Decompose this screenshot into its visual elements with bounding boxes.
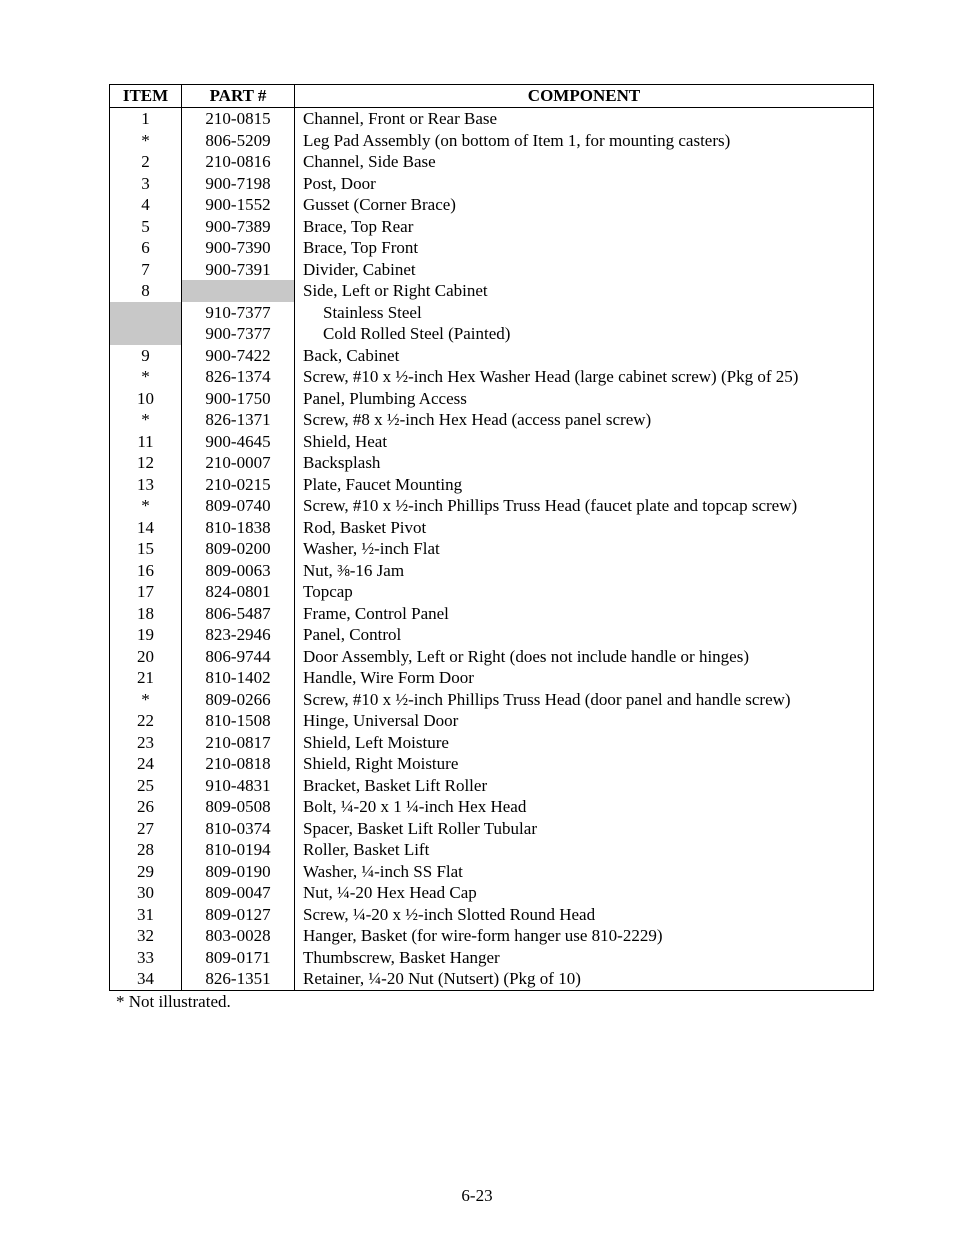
item-cell <box>110 302 182 324</box>
part-number-cell: 210-0817 <box>182 732 295 754</box>
table-row <box>110 108 874 130</box>
part-number-cell: 806-9744 <box>182 646 295 668</box>
table-row <box>110 775 874 797</box>
part-number-cell: 809-0047 <box>182 882 295 904</box>
component-cell: Spacer, Basket Lift Roller Tubular <box>295 818 874 840</box>
item-cell: * <box>110 495 182 517</box>
table-row <box>110 216 874 238</box>
table-row <box>110 366 874 388</box>
table-row <box>110 646 874 668</box>
part-number-cell: 810-1402 <box>182 667 295 689</box>
component-cell: Topcap <box>295 581 874 603</box>
table-row <box>110 732 874 754</box>
item-cell: 12 <box>110 452 182 474</box>
part-number-cell: 900-1750 <box>182 388 295 410</box>
item-cell: * <box>110 130 182 152</box>
table-row <box>110 517 874 539</box>
part-number-cell: 810-1838 <box>182 517 295 539</box>
part-number-cell: 803-0028 <box>182 925 295 947</box>
part-number-cell: 210-0215 <box>182 474 295 496</box>
component-cell: Backsplash <box>295 452 874 474</box>
part-number-cell: 824-0801 <box>182 581 295 603</box>
component-cell: Nut, ¼-20 Hex Head Cap <box>295 882 874 904</box>
table-row <box>110 968 874 990</box>
component-cell: Stainless Steel <box>295 302 874 324</box>
component-cell: Gusset (Corner Brace) <box>295 194 874 216</box>
part-number-cell: 900-7391 <box>182 259 295 281</box>
table-row <box>110 388 874 410</box>
item-cell: 21 <box>110 667 182 689</box>
part-number-cell: 826-1371 <box>182 409 295 431</box>
part-number-cell: 806-5487 <box>182 603 295 625</box>
component-cell: Channel, Front or Rear Base <box>295 108 874 130</box>
item-cell: 26 <box>110 796 182 818</box>
footnote: * Not illustrated. <box>116 992 231 1011</box>
item-cell: 22 <box>110 710 182 732</box>
part-number-cell: 210-0818 <box>182 753 295 775</box>
table-body <box>110 108 874 991</box>
part-number-cell: 900-7389 <box>182 216 295 238</box>
table-row <box>110 474 874 496</box>
part-number-cell: 809-0171 <box>182 947 295 969</box>
table-row <box>110 280 874 302</box>
item-cell: 14 <box>110 517 182 539</box>
table-row <box>110 431 874 453</box>
item-cell: 10 <box>110 388 182 410</box>
table-row <box>110 495 874 517</box>
part-number-cell: 826-1351 <box>182 968 295 990</box>
table-row <box>110 796 874 818</box>
table-row <box>110 710 874 732</box>
item-cell: 24 <box>110 753 182 775</box>
part-number-cell <box>182 280 295 302</box>
item-cell: * <box>110 409 182 431</box>
item-cell: 5 <box>110 216 182 238</box>
table-row <box>110 560 874 582</box>
component-cell: Shield, Left Moisture <box>295 732 874 754</box>
header-item: ITEM <box>110 85 182 108</box>
component-cell: Screw, #10 x ½-inch Phillips Truss Head (door panel and handle screw) <box>295 689 874 711</box>
item-cell: 18 <box>110 603 182 625</box>
part-number-cell: 809-0266 <box>182 689 295 711</box>
header-part-number: PART # <box>182 85 295 108</box>
component-cell: Channel, Side Base <box>295 151 874 173</box>
item-cell: * <box>110 689 182 711</box>
part-number-cell: 826-1374 <box>182 366 295 388</box>
component-cell: Side, Left or Right Cabinet <box>295 280 874 302</box>
part-number-cell: 809-0740 <box>182 495 295 517</box>
component-cell: Brace, Top Front <box>295 237 874 259</box>
part-number-cell: 900-7198 <box>182 173 295 195</box>
header-row <box>110 85 874 108</box>
component-cell: Thumbscrew, Basket Hanger <box>295 947 874 969</box>
component-cell: Shield, Heat <box>295 431 874 453</box>
item-cell: 28 <box>110 839 182 861</box>
part-number-cell: 806-5209 <box>182 130 295 152</box>
table-row <box>110 667 874 689</box>
component-cell: Screw, #10 x ½-inch Phillips Truss Head (faucet plate and topcap screw) <box>295 495 874 517</box>
component-cell: Roller, Basket Lift <box>295 839 874 861</box>
part-number-cell: 910-4831 <box>182 775 295 797</box>
table-row <box>110 194 874 216</box>
item-cell: 15 <box>110 538 182 560</box>
part-number-cell: 910-7377 <box>182 302 295 324</box>
part-number-cell: 900-7377 <box>182 323 295 345</box>
item-cell: 9 <box>110 345 182 367</box>
item-cell: 33 <box>110 947 182 969</box>
item-cell: 13 <box>110 474 182 496</box>
component-cell: Washer, ¼-inch SS Flat <box>295 861 874 883</box>
component-cell: Bolt, ¼-20 x 1 ¼-inch Hex Head <box>295 796 874 818</box>
component-cell: Panel, Plumbing Access <box>295 388 874 410</box>
table-row <box>110 237 874 259</box>
component-cell: Nut, ⅜-16 Jam <box>295 560 874 582</box>
page-number: 6-23 <box>461 1186 493 1205</box>
item-cell: 11 <box>110 431 182 453</box>
item-cell <box>110 323 182 345</box>
item-cell: 30 <box>110 882 182 904</box>
table-row <box>110 947 874 969</box>
component-cell: Screw, ¼-20 x ½-inch Slotted Round Head <box>295 904 874 926</box>
component-cell: Bracket, Basket Lift Roller <box>295 775 874 797</box>
component-cell: Retainer, ¼-20 Nut (Nutsert) (Pkg of 10) <box>295 968 874 990</box>
component-cell: Post, Door <box>295 173 874 195</box>
item-cell: 25 <box>110 775 182 797</box>
part-number-cell: 809-0063 <box>182 560 295 582</box>
parts-table <box>109 84 874 991</box>
table-header <box>110 85 874 108</box>
item-cell: 8 <box>110 280 182 302</box>
item-cell: 34 <box>110 968 182 990</box>
header-component: COMPONENT <box>295 85 874 108</box>
item-cell: 2 <box>110 151 182 173</box>
table-row <box>110 581 874 603</box>
item-cell: 27 <box>110 818 182 840</box>
item-cell: 17 <box>110 581 182 603</box>
table-row <box>110 861 874 883</box>
item-cell: 7 <box>110 259 182 281</box>
table-row <box>110 323 874 345</box>
component-cell: Frame, Control Panel <box>295 603 874 625</box>
table-row <box>110 259 874 281</box>
component-cell: Back, Cabinet <box>295 345 874 367</box>
component-cell: Plate, Faucet Mounting <box>295 474 874 496</box>
component-cell: Hanger, Basket (for wire-form hanger use 810-2229) <box>295 925 874 947</box>
table-row <box>110 173 874 195</box>
item-cell: 4 <box>110 194 182 216</box>
item-cell: 6 <box>110 237 182 259</box>
component-cell: Hinge, Universal Door <box>295 710 874 732</box>
component-cell: Leg Pad Assembly (on bottom of Item 1, for mounting casters) <box>295 130 874 152</box>
component-cell: Door Assembly, Left or Right (does not include handle or hinges) <box>295 646 874 668</box>
item-cell: 19 <box>110 624 182 646</box>
component-cell: Screw, #10 x ½-inch Hex Washer Head (large cabinet screw) (Pkg of 25) <box>295 366 874 388</box>
item-cell: 20 <box>110 646 182 668</box>
part-number-cell: 900-4645 <box>182 431 295 453</box>
item-cell: 29 <box>110 861 182 883</box>
item-cell: 1 <box>110 108 182 130</box>
part-number-cell: 210-0816 <box>182 151 295 173</box>
part-number-cell: 823-2946 <box>182 624 295 646</box>
item-cell: 3 <box>110 173 182 195</box>
component-cell: Rod, Basket Pivot <box>295 517 874 539</box>
table-row <box>110 345 874 367</box>
table-row <box>110 409 874 431</box>
item-cell: 32 <box>110 925 182 947</box>
table-row <box>110 818 874 840</box>
part-number-cell: 810-0374 <box>182 818 295 840</box>
component-cell: Shield, Right Moisture <box>295 753 874 775</box>
table-row <box>110 302 874 324</box>
table-row <box>110 753 874 775</box>
part-number-cell: 900-7422 <box>182 345 295 367</box>
component-cell: Brace, Top Rear <box>295 216 874 238</box>
table-row <box>110 538 874 560</box>
part-number-cell: 210-0007 <box>182 452 295 474</box>
component-cell: Divider, Cabinet <box>295 259 874 281</box>
table-row <box>110 151 874 173</box>
component-cell: Screw, #8 x ½-inch Hex Head (access panel screw) <box>295 409 874 431</box>
item-cell: 23 <box>110 732 182 754</box>
part-number-cell: 809-0127 <box>182 904 295 926</box>
table-row <box>110 624 874 646</box>
part-number-cell: 900-7390 <box>182 237 295 259</box>
table-row <box>110 689 874 711</box>
part-number-cell: 809-0508 <box>182 796 295 818</box>
part-number-cell: 810-1508 <box>182 710 295 732</box>
item-cell: 16 <box>110 560 182 582</box>
table-row <box>110 603 874 625</box>
component-cell: Panel, Control <box>295 624 874 646</box>
table-row <box>110 882 874 904</box>
component-cell: Cold Rolled Steel (Painted) <box>295 323 874 345</box>
part-number-cell: 809-0200 <box>182 538 295 560</box>
table-row <box>110 904 874 926</box>
part-number-cell: 900-1552 <box>182 194 295 216</box>
item-cell: * <box>110 366 182 388</box>
table-row <box>110 839 874 861</box>
component-cell: Washer, ½-inch Flat <box>295 538 874 560</box>
table-row <box>110 130 874 152</box>
component-cell: Handle, Wire Form Door <box>295 667 874 689</box>
table-row <box>110 925 874 947</box>
table-row <box>110 452 874 474</box>
item-cell: 31 <box>110 904 182 926</box>
part-number-cell: 210-0815 <box>182 108 295 130</box>
part-number-cell: 810-0194 <box>182 839 295 861</box>
part-number-cell: 809-0190 <box>182 861 295 883</box>
